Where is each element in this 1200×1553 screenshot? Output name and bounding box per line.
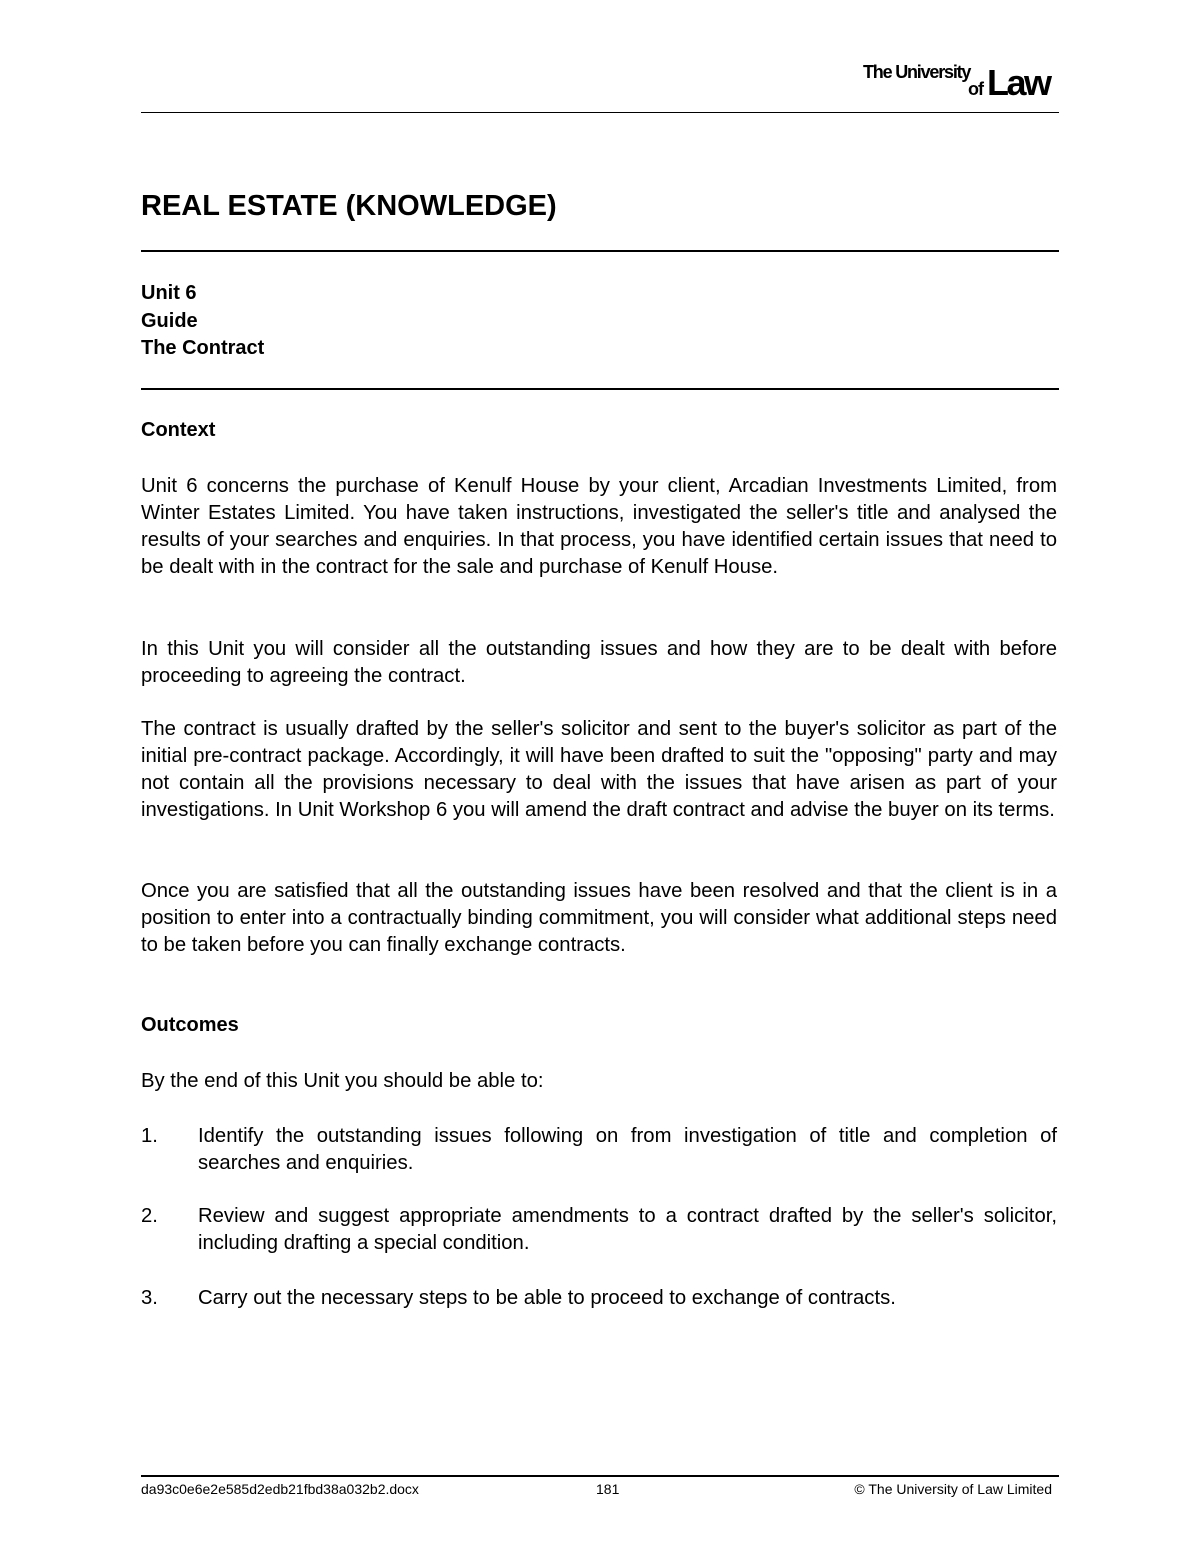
footer-divider (141, 1475, 1059, 1477)
outcomes-intro: By the end of this Unit you should be able to: (141, 1070, 544, 1092)
unit-name: The Contract (141, 337, 265, 359)
unit-info (141, 280, 264, 363)
outcome-text: Review and suggest appropriate amendments to a contract drafted by the seller's solicitor, including drafting a special condition. (198, 1205, 1057, 1254)
unit-divider (141, 388, 1059, 390)
logo-line-3: Law (987, 62, 1050, 103)
context-heading: Context (141, 419, 216, 441)
document-title: REAL ESTATE (KNOWLEDGE) (141, 190, 557, 222)
context-paragraph-1: Unit 6 concerns the purchase of Kenulf House by your client, Arcadian Investments Limited, from Winter Estates Limited. You have taken instructions, investigated the seller's title and analysed the results of your searches and enquiries. In that process, you have identified certain issues that need to be dealt with in the contract for the sale and purchase of Kenulf House. (141, 475, 1057, 578)
university-logo (860, 62, 1060, 104)
outcome-text: Identify the outstanding issues following on from investigation of title and completion of searches and enquiries. (198, 1125, 1057, 1174)
outcome-number: 1. (141, 1125, 158, 1147)
logo-line-2: of (968, 79, 983, 99)
context-paragraph-2: In this Unit you will consider all the outstanding issues and how they are to be dealt with before proceeding to agreeing the contract. (141, 638, 1057, 687)
outcome-text: Carry out the necessary steps to be able to proceed to exchange of contracts. (198, 1287, 896, 1309)
header-divider (141, 112, 1059, 113)
footer-copyright: © The University of Law Limited (854, 1481, 1052, 1497)
logo-line-1: The University (863, 62, 971, 82)
footer-page-number: 181 (596, 1481, 620, 1497)
context-paragraph-4: Once you are satisfied that all the outstanding issues have been resolved and that the client is in a position to enter into a contractually binding commitment, you will consider what additional steps need to be taken before you can finally exchange contracts. (141, 880, 1057, 956)
outcome-number: 2. (141, 1205, 158, 1227)
unit-number: Unit 6 (141, 282, 197, 304)
context-paragraph-3: The contract is usually drafted by the seller's solicitor and sent to the buyer's solicitor as part of the initial pre-contract package. Accordingly, it will have been drafted to suit the "opposing" party and may not contain all the provisions necessary to deal with the issues that have arisen as part of your investigations. In Unit Workshop 6 you will amend the draft contract and advise the buyer on its terms. (141, 718, 1057, 821)
footer-filename: da93c0e6e2e585d2edb21fbd38a032b2.docx (141, 1481, 419, 1497)
title-divider (141, 250, 1059, 252)
unit-type: Guide (141, 309, 198, 332)
outcome-number: 3. (141, 1287, 158, 1309)
outcomes-heading: Outcomes (141, 1014, 239, 1036)
